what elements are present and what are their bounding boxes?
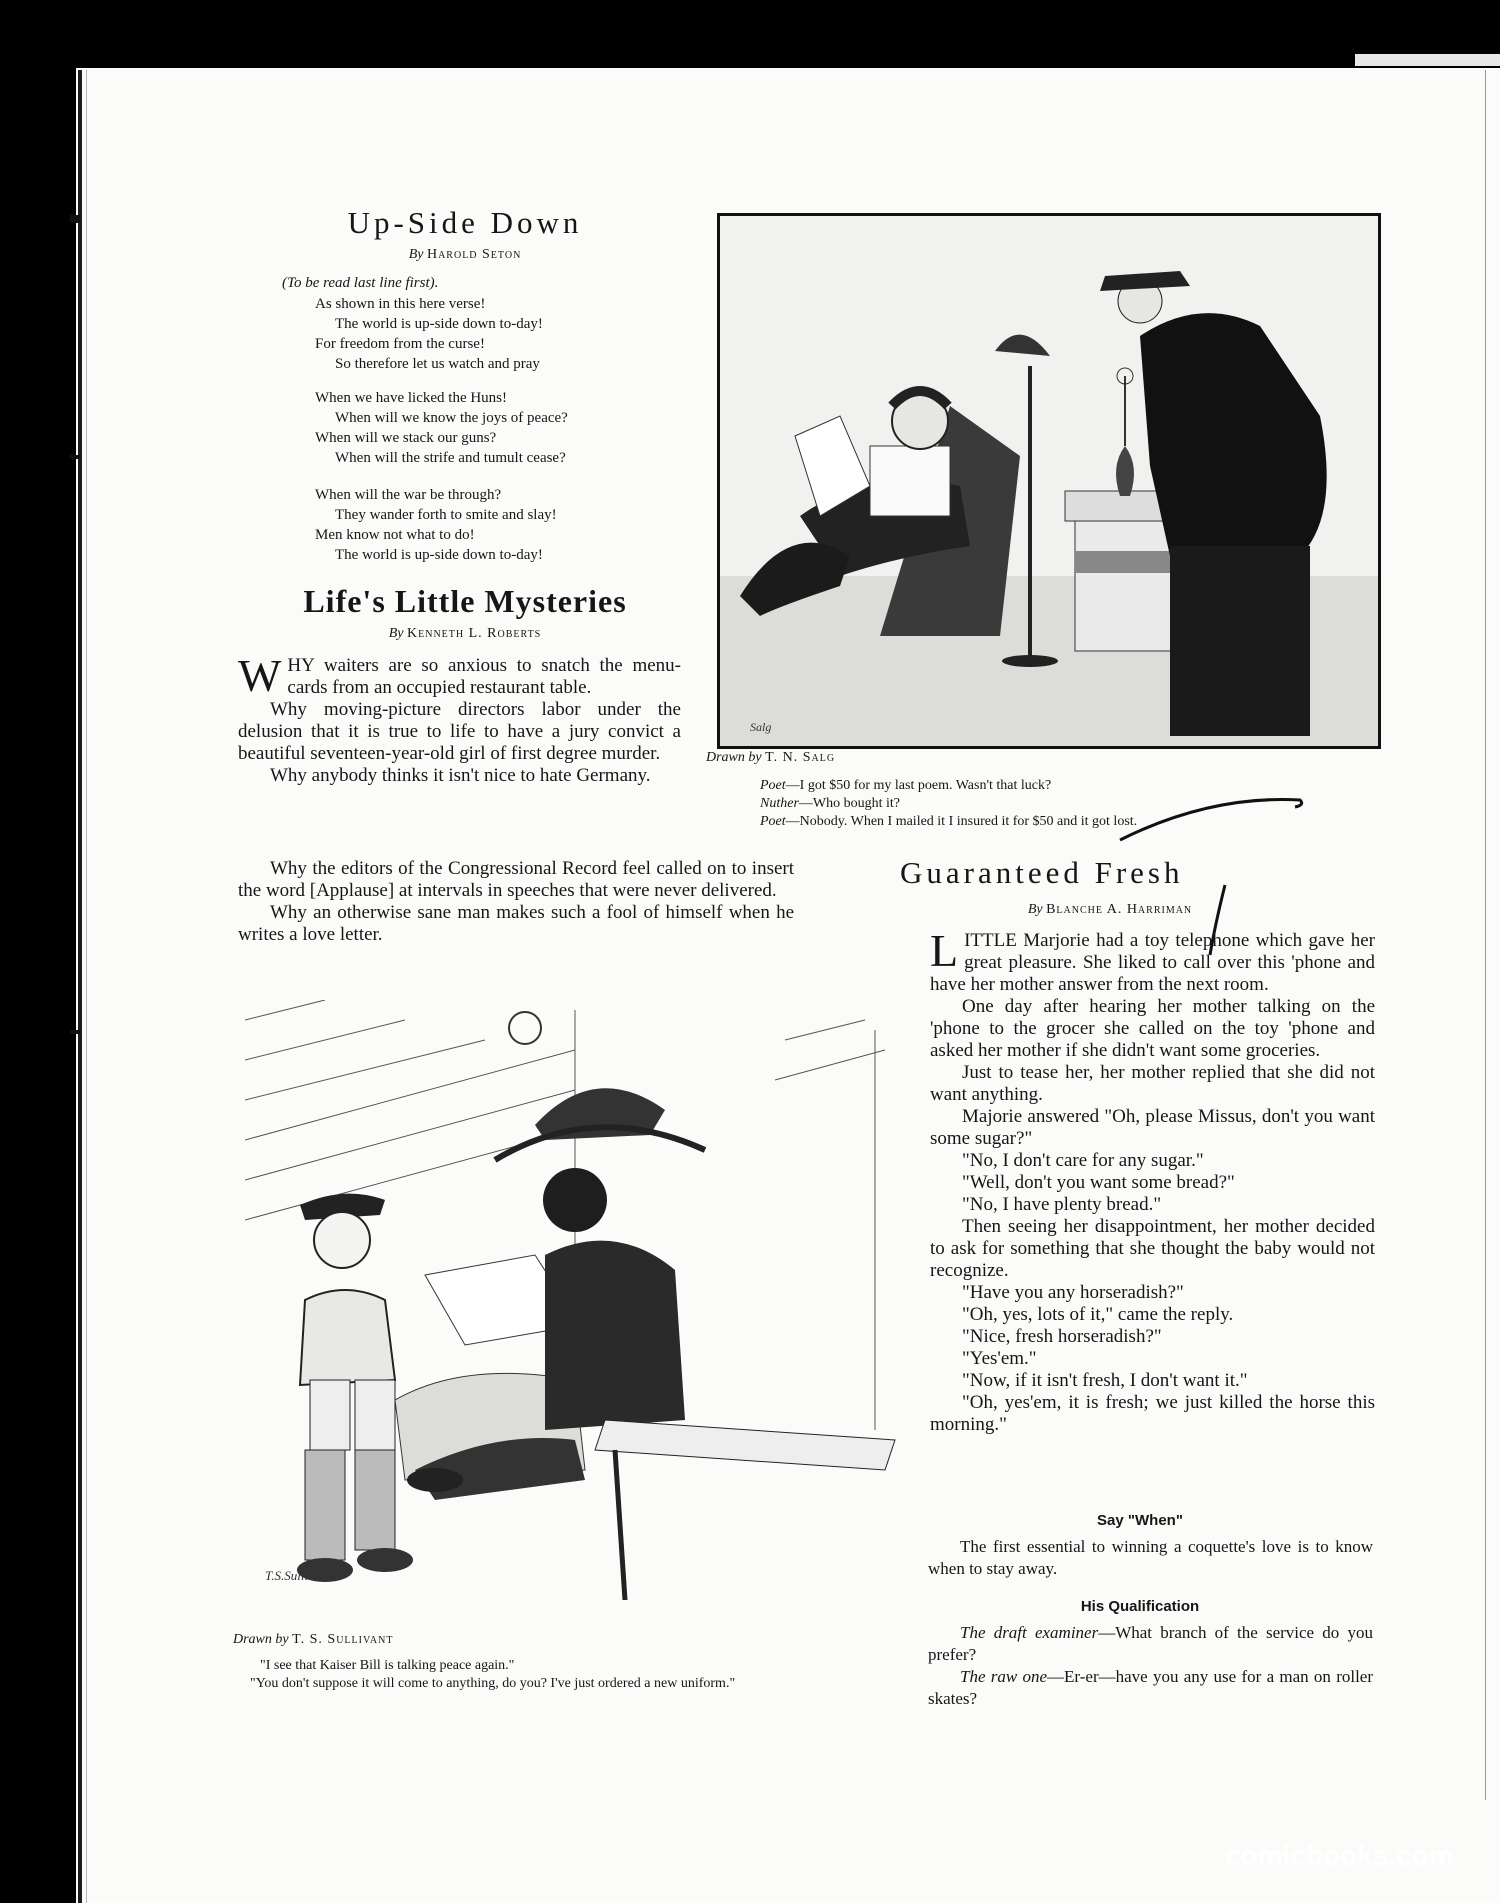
poem-line: When we have licked the Huns! xyxy=(315,390,508,406)
cartoon-poet-drawing xyxy=(720,216,1378,746)
poem-line: So therefore let us watch and pray xyxy=(335,356,540,372)
qualification-heading: His Qualification xyxy=(1080,1598,1200,1615)
poem-line: When will we know the joys of peace? xyxy=(335,410,568,426)
poem-stanza xyxy=(315,294,543,374)
mysteries-paragraph: WHY waiters are so anxious to snatch the menu-cards from an occupied restaurant table. xyxy=(238,650,681,701)
cartoon-soldiers-credit: Drawn by T. S. Sullivant xyxy=(233,1632,394,1647)
poem-line: As shown in this here verse! xyxy=(315,296,486,312)
caption-line: "You don't suppose it will come to anything, do you? I've just ordered a new uniform." xyxy=(250,1676,736,1691)
poem-line: When will the war be through? xyxy=(315,487,502,503)
spine-mark xyxy=(70,455,80,459)
caption-line: "I see that Kaiser Bill is talking peace again." xyxy=(260,1658,515,1673)
spine-mark xyxy=(70,1030,80,1034)
fresh-paragraph: "Nice, fresh horseradish?" xyxy=(962,1326,1162,1347)
qualification-line: The raw one—Er-er—have you any use for a man on roller skates? xyxy=(928,1667,1374,1708)
mysteries-paragraph: Why anybody thinks it isn't nice to hate Germany. xyxy=(270,765,651,786)
poem-note: (To be read last line first). xyxy=(282,275,439,291)
fresh-paragraph: "Have you any horseradish?" xyxy=(962,1282,1184,1303)
poem-line: When will the strife and tumult cease? xyxy=(335,450,566,466)
fresh-article xyxy=(930,925,1375,1436)
spine-mark xyxy=(70,215,80,223)
caption-line: Poet—I got $50 for my last poem. Wasn't that luck? xyxy=(760,778,1052,793)
fresh-paragraph: "Oh, yes'em, it is fresh; we just killed the horse this morning." xyxy=(930,1392,1375,1435)
fresh-paragraph: Just to tease her, her mother replied that she did not want anything. xyxy=(930,1062,1375,1105)
cartoon-poet-illustration xyxy=(717,213,1381,749)
fresh-paragraph: "Oh, yes, lots of it," came the reply. xyxy=(962,1304,1234,1325)
binding-line xyxy=(86,70,87,1903)
poem-line: The world is up-side down to-day! xyxy=(335,547,543,563)
fresh-paragraph: "Yes'em." xyxy=(962,1348,1037,1369)
poem-stanza xyxy=(315,388,568,468)
qualification-line: The draft examiner—What branch of the service do you prefer? xyxy=(928,1623,1373,1664)
cartoon-soldiers-caption xyxy=(250,1657,890,1693)
fresh-paragraph: "No, I have plenty bread." xyxy=(962,1194,1162,1215)
poem-title: Up-Side Down xyxy=(347,205,583,240)
poem-line: They wander forth to smite and slay! xyxy=(335,507,557,523)
mysteries-paragraph: Why the editors of the Congressional Record feel called on to insert the word [Applause] at intervals in speeches that were never delivered. xyxy=(238,858,794,901)
mysteries-column-a xyxy=(238,650,681,787)
page-tab-edge xyxy=(1355,54,1500,66)
mysteries-title: Life's Little Mysteries xyxy=(303,583,627,619)
dropcap: W xyxy=(238,650,282,701)
fresh-paragraph: "Well, don't you want some bread?" xyxy=(962,1172,1235,1193)
cartoon-soldiers-illustration xyxy=(245,1000,905,1600)
caption-line: Poet—Nobody. When I mailed it I insured it for $50 and it got lost. xyxy=(760,814,1138,829)
mysteries-column-b xyxy=(238,858,794,946)
poem-line: Men know not what to do! xyxy=(315,527,475,543)
book-spine xyxy=(78,70,82,1903)
poem-byline: By Harold Seton xyxy=(408,247,522,262)
fresh-byline: By Blanche A. Harriman xyxy=(1027,902,1193,917)
fresh-paragraph: "No, I don't care for any sugar." xyxy=(962,1150,1204,1171)
say-when-paragraph: The first essential to winning a coquette's love is to know when to stay away. xyxy=(928,1537,1373,1578)
say-when-heading: Say "When" xyxy=(1097,1512,1183,1529)
site-watermark: comicbooks.com xyxy=(1225,1840,1454,1871)
fresh-paragraph: Majorie answered "Oh, please Missus, don't you want some sugar?" xyxy=(930,1106,1375,1149)
caption-line: Nuther—Who bought it? xyxy=(760,796,900,811)
fresh-paragraph: LITTLE Marjorie had a toy telephone which gave her great pleasure. She liked to call over this 'phone and have her mother answer from the next room. xyxy=(930,925,1375,995)
fresh-paragraph: "Now, if it isn't fresh, I don't want it." xyxy=(962,1370,1248,1391)
fresh-paragraph: Then seeing her disappointment, her mother decided to ask for something that she thought the baby would not recognize. xyxy=(930,1216,1375,1281)
mysteries-paragraph: Why moving-picture directors labor under the delusion that it is true to life to have a jury convict a beautiful seventeen-year-old girl of first degree murder. xyxy=(238,699,681,764)
fresh-title: Guaranteed Fresh xyxy=(900,855,1184,890)
page-edge-line xyxy=(1485,70,1486,1800)
qualification-text xyxy=(928,1622,1373,1710)
poem-line: When will we stack our guns? xyxy=(315,430,497,446)
poem-line: For freedom from the curse! xyxy=(315,336,485,352)
cartoon-poet-caption xyxy=(760,777,1137,831)
cartoon-poet-signature: Salg xyxy=(750,720,772,734)
fresh-paragraph: One day after hearing her mother talking on the 'phone to the grocer she called on the toy 'phone and asked her mother if she didn't want some groceries. xyxy=(930,996,1375,1061)
dropcap: L xyxy=(930,925,959,976)
cartoon-soldiers-signature: T.S.Sullivant xyxy=(265,1568,331,1583)
mysteries-byline: By Kenneth L. Roberts xyxy=(388,626,542,641)
cartoon-soldiers-drawing xyxy=(245,1000,905,1600)
mysteries-paragraph: Why an otherwise sane man makes such a fool of himself when he writes a love letter. xyxy=(238,902,794,945)
cartoon-poet-credit: Drawn by T. N. Salg xyxy=(706,750,836,765)
poem-line: The world is up-side down to-day! xyxy=(335,316,543,332)
poem-stanza xyxy=(315,485,557,565)
say-when-text xyxy=(928,1536,1373,1580)
